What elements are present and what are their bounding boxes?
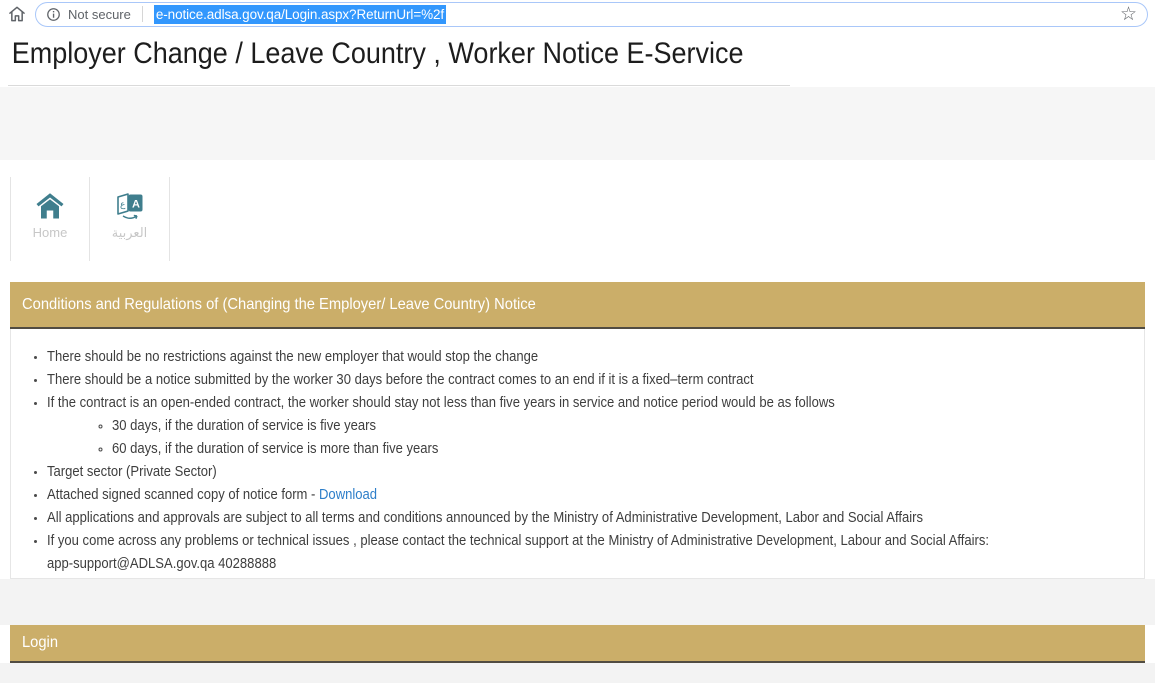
conditions-list: [25, 346, 1124, 576]
security-label: Not secure: [68, 6, 131, 22]
list-item: • All applications and approvals are subject to all terms and conditions announced by the Ministry of Administrative Development, Labor and Social Affairs: [47, 507, 1124, 530]
title-divider: [8, 85, 790, 86]
conditions-header-label: Conditions and Regulations of (Changing the Employer/ Leave Country) Notice: [22, 295, 536, 313]
login-header-label: Login: [22, 634, 59, 651]
notice-period-sublist: [47, 415, 1124, 461]
language-arabic-label: العربية: [111, 225, 148, 240]
list-item: • There should be no restrictions against the new employer that would stop the change: [47, 346, 1124, 369]
language-arabic-button[interactable]: [90, 177, 170, 261]
conditions-panel: [10, 282, 1145, 579]
bookmark-star-icon[interactable]: ☆: [1119, 3, 1137, 25]
conditions-body: [10, 329, 1145, 579]
house-icon: [35, 190, 65, 222]
login-panel: [10, 625, 1145, 663]
svg-text:ع: ع: [119, 200, 125, 210]
list-item: • If you come across any problems or technical issues , please contact the technical support at the Ministry of Administrative Development, Labour and Social Affairs: app-support@ADLSA.gov.qa 40288888: [47, 530, 1124, 576]
list-item: • Target sector (Private Sector): [47, 461, 1124, 484]
browser-home-icon[interactable]: [7, 4, 27, 24]
section-gap: [0, 579, 1155, 625]
page-title: Employer Change / Leave Country , Worker Notice E-Service: [11, 37, 744, 70]
conditions-header: [10, 282, 1145, 329]
browser-toolbar: [0, 0, 1155, 28]
list-item: • There should be a notice submitted by the worker 30 days before the contract comes to an end if it is a fixed–term contract: [47, 369, 1124, 392]
list-item: ◦ 30 days, if the duration of service is five years: [112, 415, 1124, 438]
url-divider: [142, 6, 143, 22]
list-item: • If the contract is an open-ended contract, the worker should stay not less than five years in service and notice period would be as follows ◦ 30 days, if the duration of service is five years ◦ 60 days, if the duration of service is more than five years: [47, 392, 1124, 461]
download-link[interactable]: Download: [319, 487, 378, 503]
list-item: [47, 484, 1124, 507]
login-header: [10, 625, 1145, 663]
attachment-text: Attached signed scanned copy of notice form -: [47, 487, 316, 503]
url-input[interactable]: e-notice.adlsa.gov.qa/Login.aspx?ReturnUrl=%2f: [155, 6, 445, 22]
translate-icon: [114, 190, 146, 222]
login-body-cutoff: [0, 663, 1155, 683]
header-band: [0, 87, 1155, 160]
svg-text:A: A: [131, 198, 140, 211]
address-bar[interactable]: [35, 2, 1148, 27]
support-contact: app-support@ADLSA.gov.qa 40288888: [47, 556, 277, 572]
info-icon[interactable]: [46, 7, 61, 22]
nav-tiles: [10, 177, 1155, 261]
home-button-label: Home: [32, 225, 68, 240]
list-item: ◦ 60 days, if the duration of service is more than five years: [112, 438, 1124, 461]
home-button[interactable]: [10, 177, 90, 261]
